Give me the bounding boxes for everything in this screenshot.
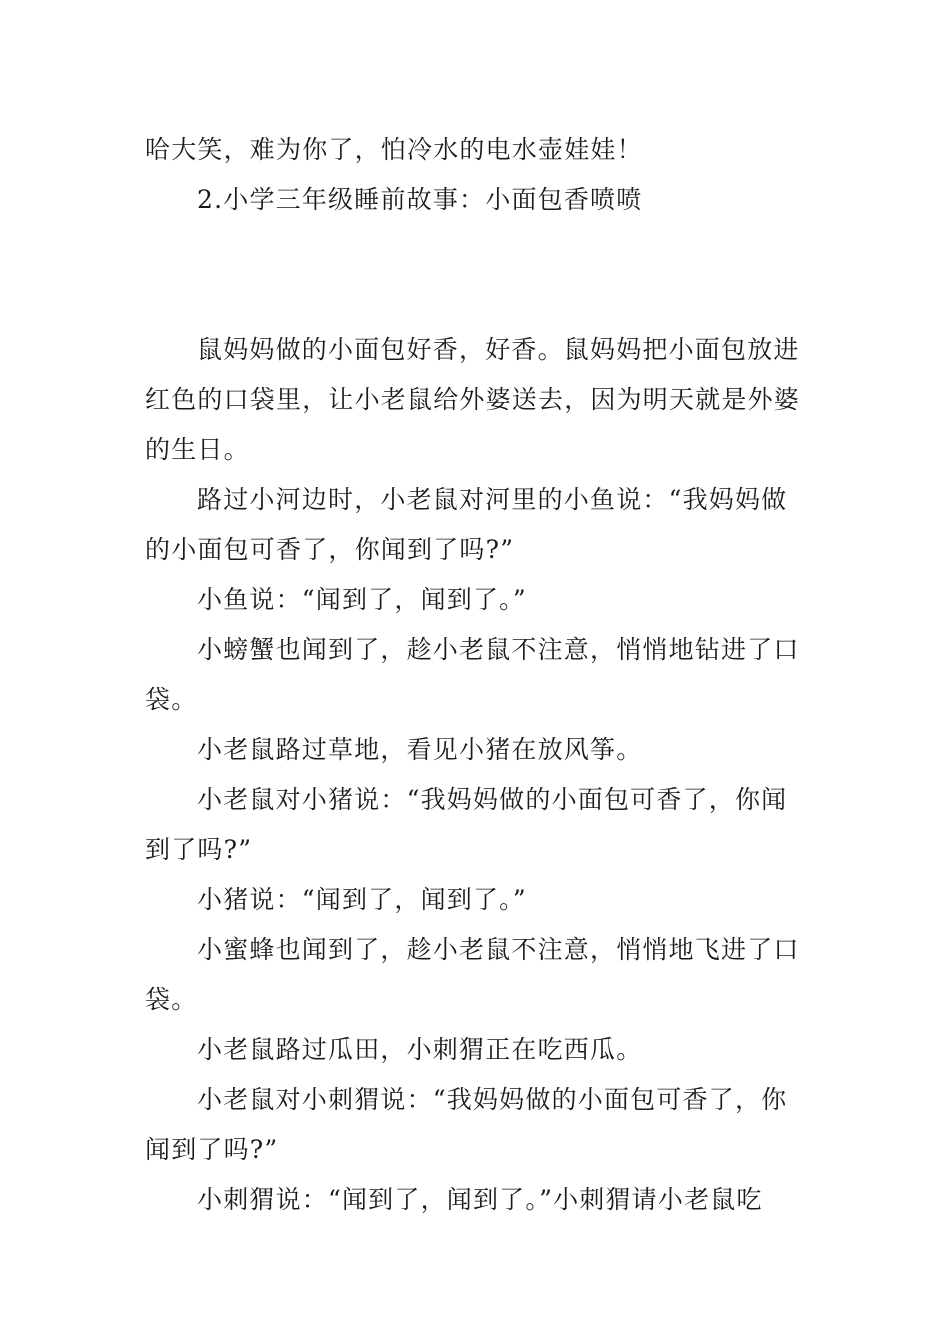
paragraph-1: 鼠妈妈做的小面包好香，好香。鼠妈妈把小面包放进红色的口袋里，让小老鼠给外婆送去，因为明天就是外婆的生日。 (145, 335, 801, 464)
paragraph-10: 小老鼠对小刺猬说：“我妈妈做的小面包可香了，你闻到了吗?” (145, 1085, 788, 1164)
continuation-line: 哈大笑，难为你了，怕冷水的电水壶娃娃！ (145, 135, 643, 164)
story-body (145, 325, 810, 1225)
paragraph-2: 路过小河边时，小老鼠对河里的小鱼说：“我妈妈做的小面包可香了，你闻到了吗?” (145, 485, 788, 564)
paragraph-6: 小老鼠对小猪说：“我妈妈做的小面包可香了，你闻到了吗?” (145, 785, 788, 864)
paragraph-9: 小老鼠路过瓜田，小刺猬正在吃西瓜。 (197, 1035, 643, 1064)
paragraph-5: 小老鼠路过草地，看见小猪在放风筝。 (197, 735, 643, 764)
paragraph-7: 小猪说：“闻到了，闻到了。” (197, 885, 527, 914)
paragraph-3: 小鱼说：“闻到了，闻到了。” (197, 585, 527, 614)
paragraph-8: 小蜜蜂也闻到了，趁小老鼠不注意，悄悄地飞进了口袋。 (145, 935, 800, 1014)
paragraph-11: 小刺猬说：“闻到了，闻到了。”小刺猬请小老鼠吃 (197, 1185, 763, 1214)
top-section (145, 125, 810, 225)
story-heading: 2.小学三年级睡前故事：小面包香喷喷 (197, 185, 643, 214)
paragraph-4: 小螃蟹也闻到了，趁小老鼠不注意，悄悄地钻进了口袋。 (145, 635, 800, 714)
